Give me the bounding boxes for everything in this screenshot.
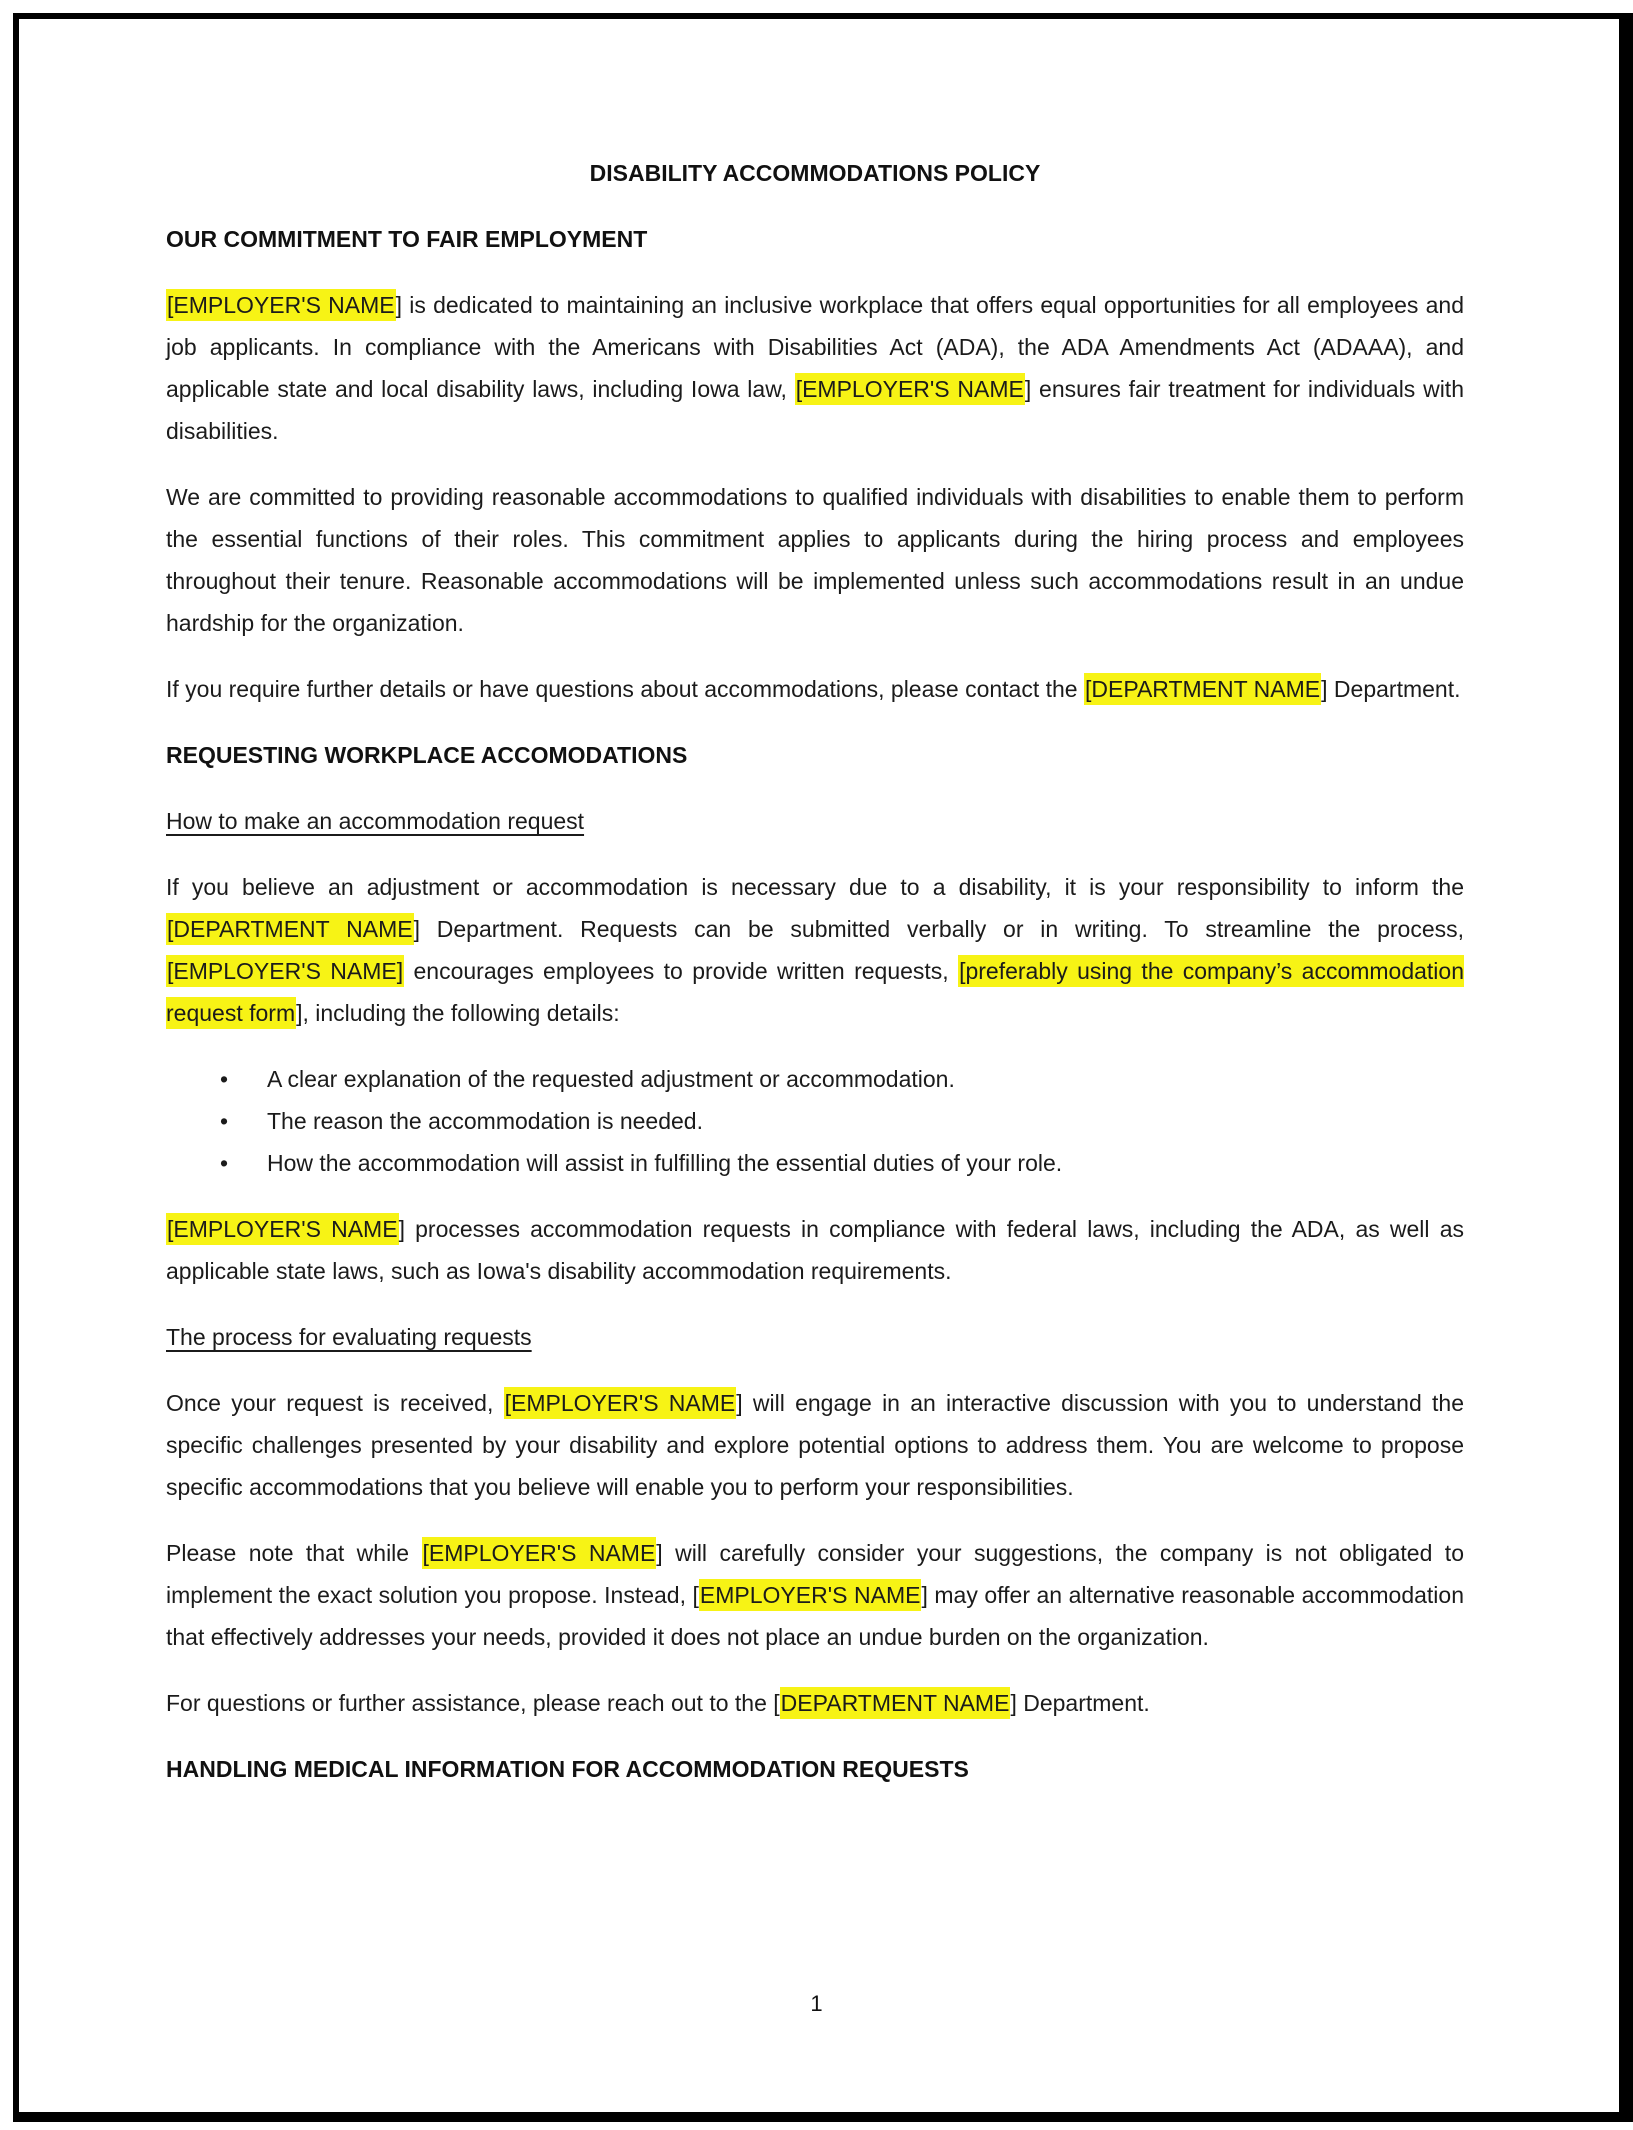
section-heading: OUR COMMITMENT TO FAIR EMPLOYMENT bbox=[166, 226, 648, 252]
highlighted-placeholder: [EMPLOYER'S NAME bbox=[166, 1213, 399, 1245]
bullet-icon: • bbox=[220, 1066, 229, 1092]
section-heading: REQUESTING WORKPLACE ACCOMODATIONS bbox=[166, 742, 688, 768]
text-run: ] processes accommodation requests in compliance with federal laws, including the ADA, as well as applicable state laws, such as Iowa's disability accommodation requirements. bbox=[166, 1216, 1464, 1284]
paragraph bbox=[166, 1682, 1464, 1724]
page-number: 1 bbox=[810, 1991, 823, 2016]
text-run: ] ensures fair treatment for individuals with disabilities. bbox=[166, 376, 1464, 444]
text-run: If you believe an adjustment or accommodation is necessary due to a disability, it is your responsibility to inform the bbox=[166, 874, 1464, 900]
text-run: Please note that while bbox=[166, 1540, 422, 1566]
bullet-text: How the accommodation will assist in fulfilling the essential duties of your role. bbox=[267, 1150, 1063, 1176]
paragraph bbox=[166, 1532, 1464, 1658]
bullet-text: A clear explanation of the requested adjustment or accommodation. bbox=[267, 1066, 955, 1092]
highlighted-placeholder: EMPLOYER'S NAME bbox=[699, 1579, 922, 1611]
text-run: ] will engage in an interactive discussion with you to understand the specific challenges presented by your disability and explore potential options to address them. You are welcome to propose specific accommodations that you believe will enable you to perform your responsibilities. bbox=[166, 1390, 1464, 1500]
highlighted-placeholder: [DEPARTMENT NAME bbox=[166, 913, 414, 945]
text-run: Once your request is received, bbox=[166, 1390, 504, 1416]
section-heading: HANDLING MEDICAL INFORMATION FOR ACCOMMODATION REQUESTS bbox=[166, 1756, 969, 1782]
highlighted-placeholder: DEPARTMENT NAME bbox=[780, 1687, 1011, 1719]
text-run: ] Department. bbox=[1321, 676, 1461, 702]
sub-heading: How to make an accommodation request bbox=[166, 808, 585, 834]
highlighted-placeholder: [EMPLOYER'S NAME bbox=[166, 289, 396, 321]
paragraph bbox=[166, 866, 1464, 1034]
text-run: ] may offer an alternative reasonable accommodation that effectively addresses your needs, provided it does not place an undue burden on the organization. bbox=[166, 1582, 1464, 1650]
bullet-item bbox=[166, 1100, 1464, 1142]
text-run: encourages employees to provide written requests, bbox=[404, 958, 959, 984]
paragraph bbox=[166, 476, 1464, 644]
document-content bbox=[166, 152, 1464, 1814]
text-run: ], including the following details: bbox=[296, 1000, 620, 1026]
document-title: DISABILITY ACCOMMODATIONS POLICY bbox=[589, 160, 1041, 186]
highlighted-placeholder: [preferably using the company’s accommodation request form bbox=[166, 955, 1464, 1029]
paragraph bbox=[166, 1208, 1464, 1292]
text-run: ] Department. bbox=[1010, 1690, 1150, 1716]
bullet-list bbox=[166, 1058, 1464, 1184]
document-body bbox=[166, 218, 1464, 1790]
highlighted-placeholder: [EMPLOYER'S NAME bbox=[504, 1387, 737, 1419]
text-run: ] will carefully consider your suggestions, the company is not obligated to implement the exact solution you propose. Instead, [ bbox=[166, 1540, 1464, 1608]
text-run: For questions or further assistance, please reach out to the [ bbox=[166, 1690, 780, 1716]
bullet-item bbox=[166, 1142, 1464, 1184]
text-run: We are committed to providing reasonable accommodations to qualified individuals with disabilities to enable them to perform the essential functions of their roles. This commitment applies to applicants during the hiring process and employees throughout their tenure. Reasonable accommodations will be implemented unless such accommodations result in an undue hardship for the organization. bbox=[166, 484, 1464, 636]
text-run: ] is dedicated to maintaining an inclusive workplace that offers equal opportunities for all employees and job applicants. In compliance with the Americans with Disabilities Act (ADA), the ADA Amendments Act (ADAAA), and applicable state and local disability laws, including Iowa law, bbox=[166, 292, 1464, 402]
highlighted-placeholder: [EMPLOYER'S NAME bbox=[795, 373, 1025, 405]
paragraph bbox=[166, 668, 1464, 710]
bullet-icon: • bbox=[220, 1150, 229, 1176]
highlighted-placeholder: [EMPLOYER'S NAME bbox=[422, 1537, 657, 1569]
paragraph bbox=[166, 1382, 1464, 1508]
bullet-icon: • bbox=[220, 1108, 229, 1134]
bullet-text: The reason the accommodation is needed. bbox=[267, 1108, 703, 1134]
highlighted-placeholder: [DEPARTMENT NAME bbox=[1084, 673, 1321, 705]
text-run: If you require further details or have questions about accommodations, please contact the bbox=[166, 676, 1084, 702]
sub-heading: The process for evaluating requests bbox=[166, 1324, 532, 1350]
bullet-item bbox=[166, 1058, 1464, 1100]
text-run: ] Department. Requests can be submitted verbally or in writing. To streamline the process, bbox=[413, 916, 1464, 942]
paragraph bbox=[166, 284, 1464, 452]
highlighted-placeholder: [EMPLOYER'S NAME] bbox=[166, 955, 404, 987]
